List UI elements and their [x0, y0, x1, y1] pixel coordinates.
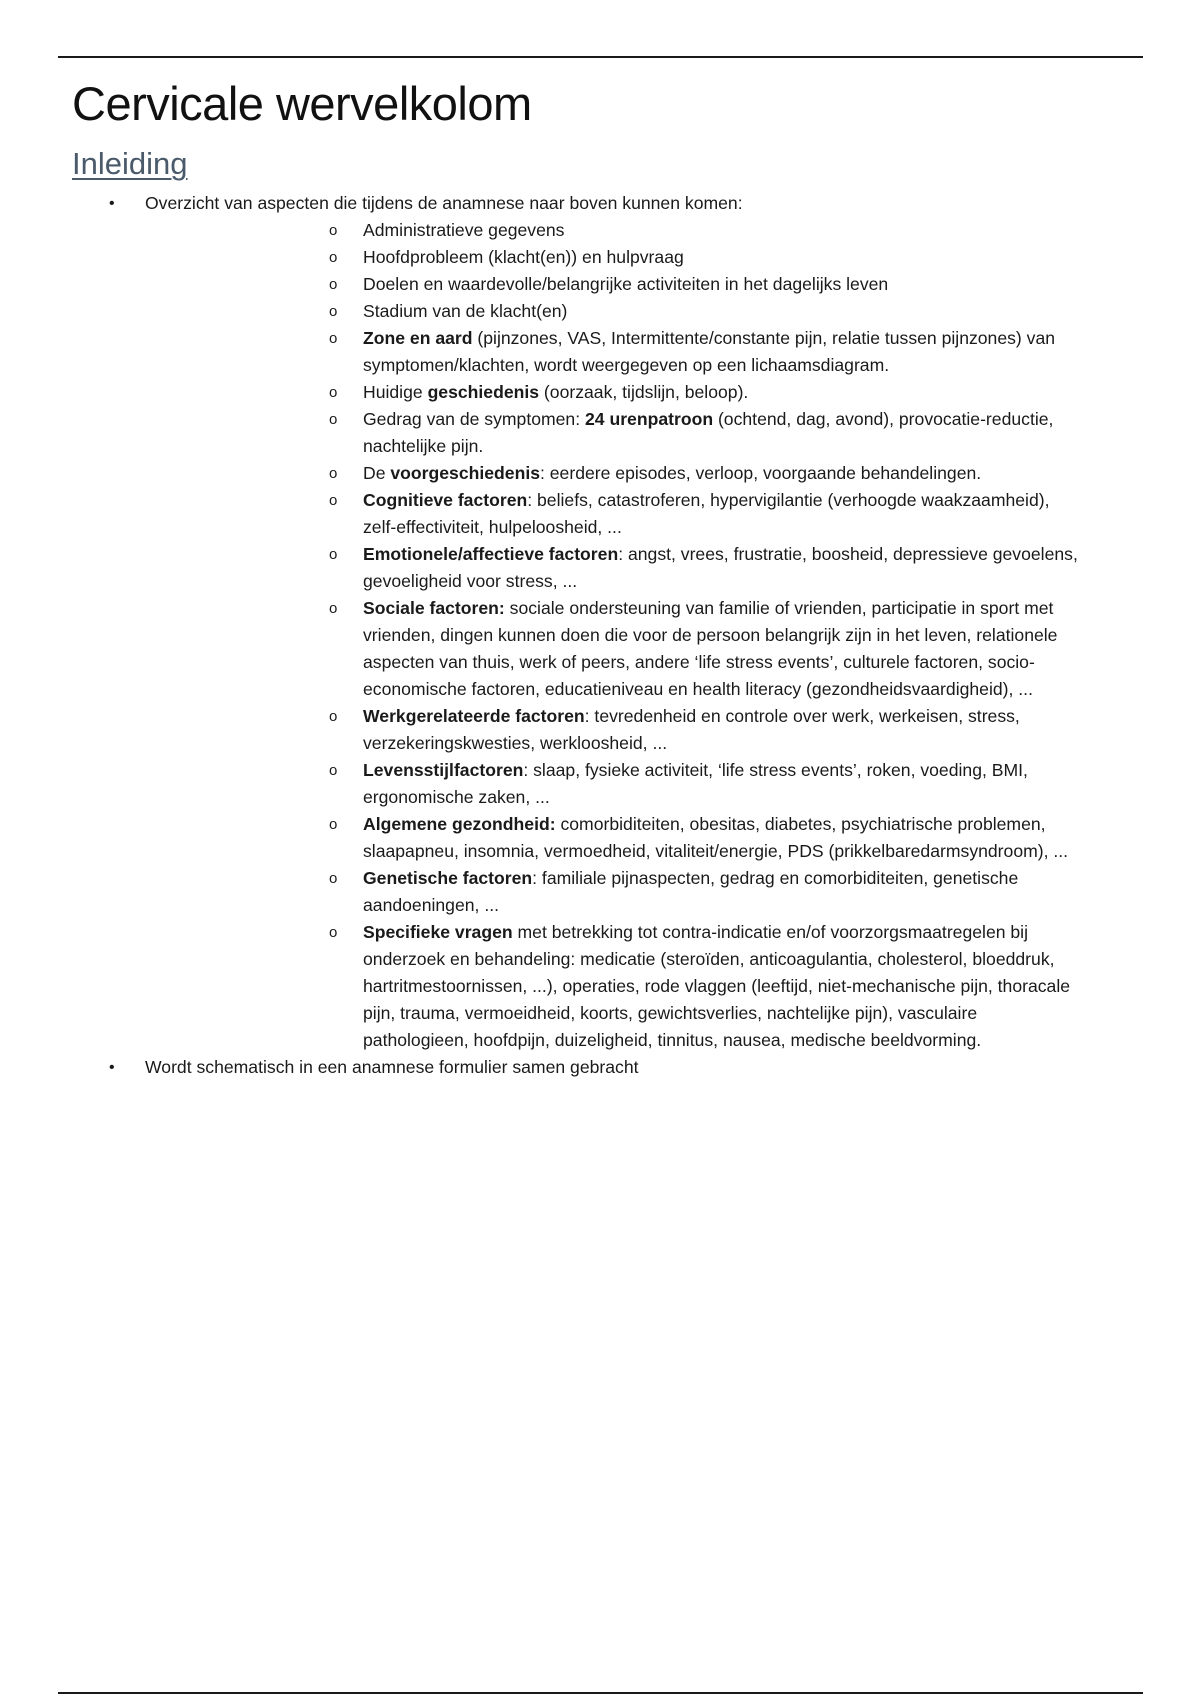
main-item-text: Overzicht van aspecten die tijdens de anamnese naar boven kunnen komen:: [145, 193, 743, 213]
main-list-item: [0, 1054, 1200, 1081]
circle-bullet-icon: o: [329, 492, 338, 509]
item-bold-term: voorgeschiedenis: [390, 463, 540, 483]
item-bold-label: Cognitieve factoren: [363, 490, 528, 510]
circle-bullet-icon: o: [329, 330, 338, 347]
circle-bullet-icon: o: [329, 708, 338, 725]
sub-list-item: [145, 244, 1140, 271]
item-text: met betrekking tot contra-indicatie en/of voorzorgsmaatregelen bij onderzoek en behandeling: medicatie (steroïden, anticoagulantia, cholesterol, bloeddruk, hartritmestoornissen, ...), operaties, rode vlaggen (leeftijd, niet-mechanische pijn, thoracale pijn, trauma, vermoeidheid, koorts, gewichtsverlies, nachtelijke pijn), vasculaire pathologieen, hoofdpijn, duizeligheid, tinnitus, nausea, medische beeldvorming.: [363, 922, 1071, 1050]
item-bold-label: Genetische factoren: [363, 868, 533, 888]
circle-bullet-icon: o: [329, 222, 338, 239]
top-rule: [58, 56, 1143, 58]
item-text: Administratieve gegevens: [363, 220, 565, 240]
item-bold-label: Levensstijlfactoren: [363, 760, 524, 780]
section-heading: Inleiding: [72, 146, 188, 181]
circle-bullet-icon: o: [329, 546, 338, 563]
circle-bullet-icon: o: [329, 384, 338, 401]
sub-list-item: [145, 487, 1140, 541]
item-bold-label: Algemene gezondheid:: [363, 814, 556, 834]
document-body: [0, 190, 1200, 1081]
sub-list-item: [145, 298, 1140, 325]
item-bold-term: 24 urenpatroon: [585, 409, 714, 429]
sub-list-item: [145, 379, 1140, 406]
circle-bullet-icon: o: [329, 924, 338, 941]
item-bold-label: Zone en aard: [363, 328, 473, 348]
circle-bullet-icon: o: [329, 303, 338, 320]
item-text: De: [363, 463, 391, 483]
item-text-continued: : eerdere episodes, verloop, voorgaande behandelingen.: [540, 463, 982, 483]
item-bold-label: Specifieke vragen: [363, 922, 513, 942]
sub-list-item: [145, 406, 1140, 460]
circle-bullet-icon: o: [329, 465, 338, 482]
sub-list-item: [145, 271, 1140, 298]
sub-list-item: [145, 217, 1140, 244]
item-text: Gedrag van de symptomen:: [363, 409, 585, 429]
item-text: Hoofdprobleem (klacht(en)) en hulpvraag: [363, 247, 684, 267]
sub-list-item: [145, 541, 1140, 595]
item-text: : familiale pijnaspecten, gedrag en comorbiditeiten, genetische aandoeningen, ...: [363, 868, 1019, 915]
item-text: Doelen en waardevolle/belangrijke activiteiten in het dagelijks leven: [363, 274, 889, 294]
circle-bullet-icon: o: [329, 870, 338, 887]
main-list-item: [0, 190, 1200, 1054]
sub-list-item: [145, 811, 1140, 865]
circle-bullet-icon: o: [329, 276, 338, 293]
item-text: Huidige: [363, 382, 428, 402]
item-text-continued: (oorzaak, tijdslijn, beloop).: [539, 382, 749, 402]
main-bullet-list: [0, 190, 1200, 1081]
item-bold-label: Werkgerelateerde factoren: [363, 706, 585, 726]
bullet-icon: •: [109, 195, 115, 212]
sub-list-item: [145, 865, 1140, 919]
item-text: : beliefs, catastroferen, hypervigilantie (verhoogde waakzaamheid), zelf-effectiviteit, hulpeloosheid, ...: [363, 490, 1050, 537]
item-text: sociale ondersteuning van familie of vrienden, participatie in sport met vrienden, dingen kunnen doen die voor de persoon belangrijk zijn in het leven, relationele aspecten van thuis, werk of peers, andere ‘life stress events’, culturele factoren, socio-economische factoren, educatieniveau en health literacy (gezondheidsvaardigheid), ...: [363, 598, 1058, 699]
sub-list-item: [145, 757, 1140, 811]
sub-list-item: [145, 460, 1140, 487]
item-bold-label: Emotionele/affectieve factoren: [363, 544, 619, 564]
sub-list-item: [145, 595, 1140, 703]
item-text: : slaap, fysieke activiteit, ‘life stress events’, roken, voeding, BMI, ergonomische zaken, ...: [363, 760, 1028, 807]
circle-bullet-icon: o: [329, 411, 338, 428]
sub-list-item: [145, 325, 1140, 379]
item-text: Stadium van de klacht(en): [363, 301, 568, 321]
item-text-continued: (ochtend, dag, avond), provocatie-reductie, nachtelijke pijn.: [363, 409, 1054, 456]
item-text: (pijnzones, VAS, Intermittente/constante pijn, relatie tussen pijnzones) van symptomen/klachten, wordt weergegeven op een lichaamsdiagram.: [363, 328, 1056, 375]
circle-bullet-icon: o: [329, 249, 338, 266]
main-item-text: Wordt schematisch in een anamnese formulier samen gebracht: [145, 1057, 639, 1077]
page-title: Cervicale wervelkolom: [72, 77, 532, 130]
circle-bullet-icon: o: [329, 816, 338, 833]
circle-bullet-icon: o: [329, 762, 338, 779]
bottom-rule: [58, 1692, 1143, 1694]
item-text: : angst, vrees, frustratie, boosheid, depressieve gevoelens, gevoeligheid voor stress, ...: [363, 544, 1078, 591]
bullet-icon: •: [109, 1059, 115, 1076]
sub-list-item: [145, 919, 1140, 1054]
sub-bullet-list: [145, 217, 1140, 1054]
item-text: : tevredenheid en controle over werk, werkeisen, stress, verzekeringskwesties, werkloosheid, ...: [363, 706, 1020, 753]
item-text: comorbiditeiten, obesitas, diabetes, psychiatrische problemen, slaapapneu, insomnia, vermoedheid, vitaliteit/energie, PDS (prikkelbaredarmsyndroom), ...: [363, 814, 1069, 861]
sub-list-item: [145, 703, 1140, 757]
circle-bullet-icon: o: [329, 600, 338, 617]
item-bold-term: geschiedenis: [427, 382, 540, 402]
item-bold-label: Sociale factoren:: [363, 598, 505, 618]
